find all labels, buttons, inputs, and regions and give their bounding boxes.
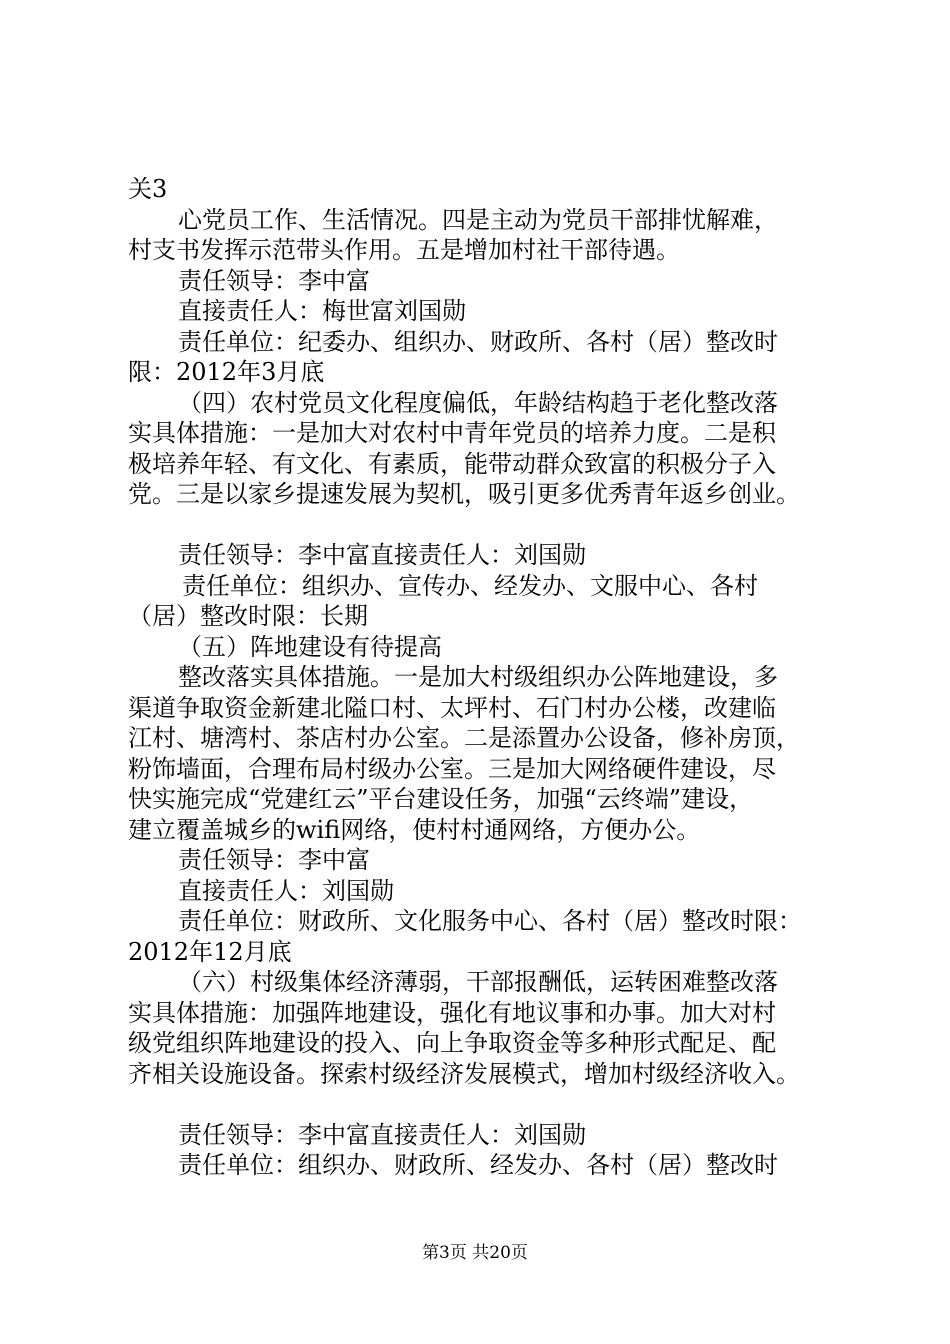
text-line: （居）整改时限：长期: [128, 602, 368, 630]
text-line: 2012年12月底: [128, 937, 292, 966]
text-line: 责任领导：李中富: [178, 266, 370, 295]
text-line: 责任领导：李中富: [178, 846, 370, 874]
text-line: （五）阵地建设有待提高: [178, 632, 442, 661]
text-line: 实具体措施：一是加大对农村中青年党员的培养力度。二是积: [128, 419, 776, 447]
text-line: 快实施完成“党建红云”平台建设任务，加强“云终端”建设，: [128, 785, 754, 813]
text-line: （六）村级集体经济薄弱，干部报酬低，运转困难整改落: [178, 968, 778, 996]
text-line: 江村、塘湾村、茶店村办公室。二是添置办公设备，修补房顶，: [128, 724, 800, 752]
text-line: 整改落实具体措施。一是加大村级组织办公阵地建设，多: [178, 663, 778, 691]
text-line: 责任单位：组织办、财政所、经发办、各村（居）整改时: [178, 1151, 778, 1179]
text-line: 极培养年轻、有文化、有素质，能带动群众致富的积极分子入: [128, 449, 776, 478]
blank-line: [128, 1089, 838, 1120]
text-line: 责任单位：财政所、文化服务中心、各村（居）整改时限：: [178, 907, 802, 935]
text-line: 党。三是以家乡提速发展为契机，吸引更多优秀青年返乡创业。: [128, 480, 800, 508]
text-line: 实具体措施：加强阵地建设，强化有地议事和办事。加大对村: [128, 998, 776, 1027]
text-line: 责任单位：组织办、宣传办、经发办、文服中心、各村: [182, 571, 758, 600]
text-line: 责任领导：李中富直接责任人：刘国勋: [178, 541, 586, 569]
blank-line: [128, 510, 838, 541]
text-line: 限：2012年3月底: [128, 358, 325, 386]
text-line: 齐相关设施设备。探索村级经济发展模式，增加村级经济收入。: [128, 1059, 800, 1088]
text-line: 关3: [128, 175, 168, 203]
page-footer: 第3页 共20页: [422, 1243, 528, 1263]
text-line: 直接责任人：梅世富刘国勋: [178, 297, 466, 325]
text-line: 级党组织阵地建设的投入、向上争取资金等多种形式配足、配: [128, 1029, 776, 1057]
text-line: 心党员工作、生活情况。四是主动为党员干部排忧解难，: [178, 205, 778, 234]
text-line: 建立覆盖城乡的wifi网络，使村村通网络，方便办公。: [128, 815, 701, 844]
text-line: 责任单位：纪委办、组织办、财政所、各村（居）整改时: [178, 327, 778, 356]
text-line: 渠道争取资金新建北隘口村、太坪村、石门村办公楼，改建临: [128, 693, 776, 722]
text-line: 责任领导：李中富直接责任人：刘国勋: [178, 1120, 586, 1149]
text-line: 村支书发挥示范带头作用。五是增加村社干部待遇。: [128, 236, 680, 264]
text-line: （四）农村党员文化程度偏低，年龄结构趋于老化整改落: [178, 388, 778, 417]
text-line: 粉饰墙面，合理布局村级办公室。三是加大网络硬件建设，尽: [128, 754, 776, 783]
body-text: [128, 174, 838, 1181]
text-line: 直接责任人：刘国勋: [178, 876, 394, 905]
